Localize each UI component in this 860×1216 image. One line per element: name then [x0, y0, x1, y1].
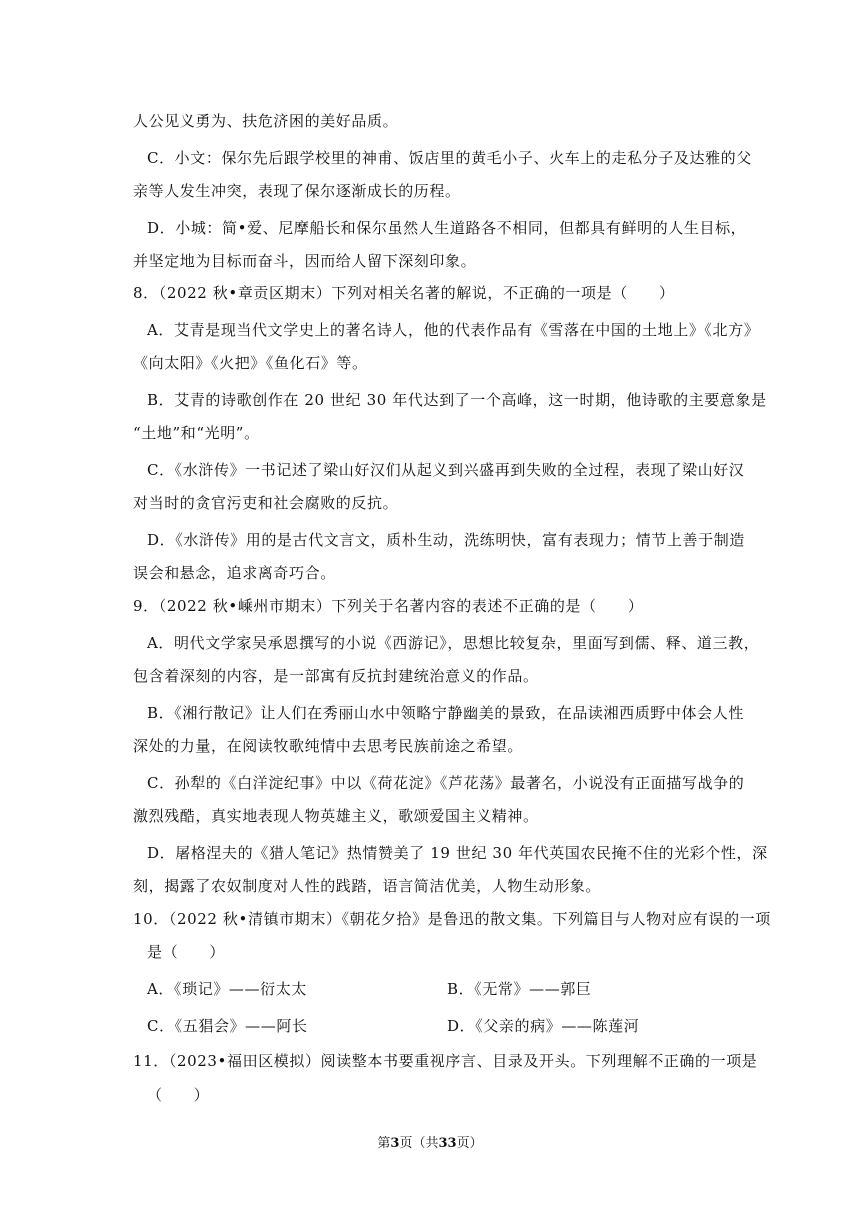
footer-prefix: 第: [377, 1136, 391, 1151]
option-c-q8: C．《水浒传》一书记述了梁山好汉们从起义到兴盛再到失败的全过程，表现了梁山好汉: [147, 461, 745, 479]
footer-middle: 页（共: [399, 1136, 439, 1151]
text-line: 包含着深刻的内容，是一部寓有反抗封建统治意义的作品。: [133, 667, 539, 685]
text-line: 深处的力量，在阅读牧歌纯情中去思考民族前途之希望。: [133, 737, 524, 755]
option-c-q9: C．孙犁的《白洋淀纪事》中以《荷花淀》《芦花荡》最著名，小说没有正面描写战争的: [147, 774, 745, 792]
option-b-q10: B．《无常》——郭巨: [447, 980, 592, 998]
option-b-q8: B．艾青的诗歌创作在 20 世纪 30 年代达到了一个高峰，这一时期，他诗歌的主要意象是: [147, 391, 767, 409]
question-9: 9．（2022 秋•嵊州市期末）下列关于名著内容的表述不正确的是（ ）: [133, 597, 644, 615]
option-d-q8: D．《水浒传》用的是古代文言文，质朴生动，洗练明快，富有表现力；情节上善于制造: [147, 531, 745, 549]
page-footer: [0, 1135, 860, 1153]
footer-suffix: 页）: [456, 1136, 483, 1151]
text-line: 人公见义勇为、扶危济困的美好品质。: [133, 112, 399, 130]
option-a-q8: A．艾青是现当代文学史上的著名诗人，他的代表作品有《雪落在中国的土地上》《北方》: [147, 321, 760, 339]
text-line: 并坚定地为目标而奋斗，因而给人留下深刻印象。: [133, 252, 477, 270]
text-line: 刻，揭露了农奴制度对人性的践踏，语言简洁优美，人物生动形象。: [133, 877, 602, 895]
option-d-q9: D．屠格涅夫的《猎人笔记》热情赞美了 19 世纪 30 年代英国农民掩不住的光彩个性，深: [147, 844, 768, 862]
text-line: 《向太阳》《火把》《鱼化石》等。: [133, 354, 368, 372]
option-c-q10: C．《五猖会》——阿长: [147, 1017, 308, 1035]
question-10: 10．（2022 秋•清镇市期末）《朝花夕拾》是鲁迅的散文集。下列篇目与人物对应有误的一项: [133, 910, 771, 928]
option-b-q9: B．《湘行散记》让人们在秀丽山水中领略宁静幽美的景致，在品读湘西质野中体会人性: [147, 704, 744, 722]
option-d-q10: D．《父亲的病》——陈莲河: [447, 1017, 640, 1035]
text-line: （ ）: [147, 1086, 210, 1104]
option-a-q10: A．《琐记》——衍太太: [147, 980, 307, 998]
option-c-q7: C．小文：保尔先后跟学校里的神甫、饭店里的黄毛小子、火车上的走私分子及达雅的父: [147, 149, 752, 167]
text-line: 激烈残酷，真实地表现人物英雄主义，歌颂爱国主义精神。: [133, 807, 539, 825]
text-line: “土地”和“光明”。: [133, 424, 260, 442]
question-8: 8．（2022 秋•章贡区期末）下列对相关名著的解说，不正确的一项是（ ）: [133, 284, 675, 302]
text-line: 对当时的贪官污吏和社会腐败的反抗。: [133, 494, 399, 512]
total-pages: 33: [438, 1136, 457, 1151]
question-11: 11．（2023•福田区模拟）阅读整本书要重视序言、目录及开头。下列理解不正确的一项是: [133, 1052, 758, 1070]
text-line: 误会和悬念，追求离奇巧合。: [133, 564, 336, 582]
option-a-q9: A．明代文学家吴承恩撰写的小说《西游记》，思想比较复杂，里面写到儒、释、道三教，: [147, 634, 760, 652]
text-line: 是（ ）: [147, 943, 226, 961]
text-line: 亲等人发生冲突，表现了保尔逐渐成长的历程。: [133, 182, 461, 200]
option-d-q7: D．小城：简•爱、尼摩船长和保尔虽然人生道路各不相同，但都具有鲜明的人生目标，: [147, 219, 747, 237]
current-page-number: 3: [390, 1136, 400, 1151]
